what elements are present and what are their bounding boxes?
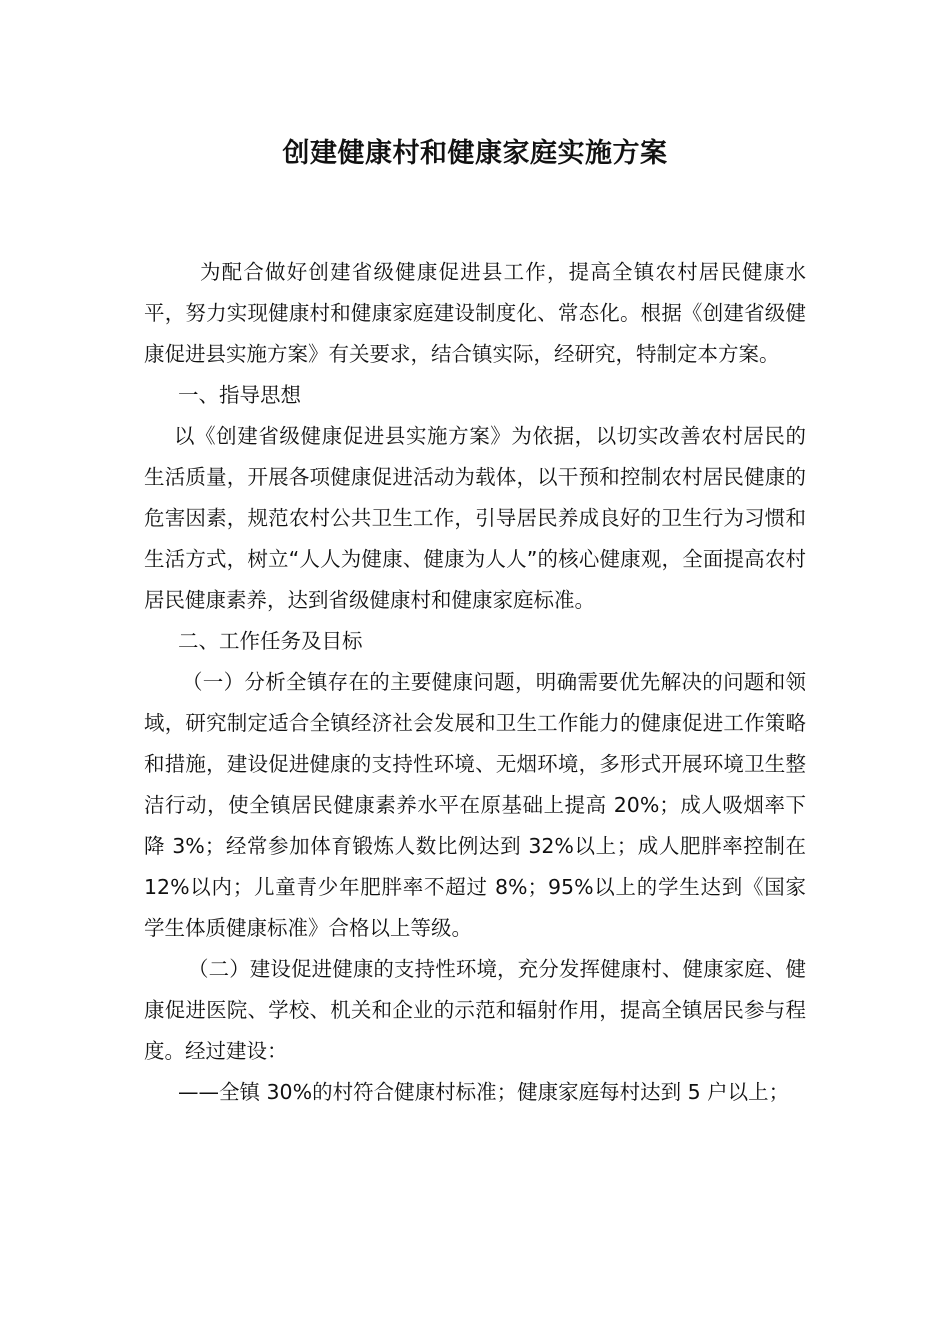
heading-tasks-and-goals: 二、工作任务及目标 xyxy=(178,629,363,653)
document-body xyxy=(144,252,806,1113)
paragraph-target-list: ——全镇 30%的村符合健康村标准；健康家庭每村达到 5 户以上； xyxy=(178,1080,790,1104)
heading-guiding-ideology: 一、指导思想 xyxy=(178,383,301,407)
paragraph-intro: 为配合做好创建省级健康促进县工作，提高全镇农村居民健康水平，努力实现健康村和健康家庭建设制度化、常态化。根据《创建省级健康促进县实施方案》有关要求，结合镇实际，经研究，特制定本方案。 xyxy=(144,260,806,366)
paragraph-guiding-ideology: 以《创建省级健康促进县实施方案》为依据，以切实改善农村居民的生活质量，开展各项健康促进活动为载体，以干预和控制农村居民健康的危害因素，规范农村公共卫生工作，引导居民养成良好的卫生行为习惯和生活方式，树立“人人为健康、健康为人人”的核心健康观，全面提高农村居民健康素养，达到省级健康村和健康家庭标准。 xyxy=(144,424,806,612)
paragraph-task-two: （二）建设促进健康的支持性环境，充分发挥健康村、健康家庭、健康促进医院、学校、机关和企业的示范和辐射作用，提高全镇居民参与程度。经过建设： xyxy=(144,957,806,1063)
paragraph-task-one: （一）分析全镇存在的主要健康问题，明确需要优先解决的问题和领域，研究制定适合全镇经济社会发展和卫生工作能力的健康促进工作策略和措施，建设促进健康的支持性环境、无烟环境，多形式开展环境卫生整洁行动，使全镇居民健康素养水平在原基础上提高 20%；成人吸烟率下降 3%；经常参加体育锻炼人数比例达到 32%以上；成人肥胖率控制在 12%以内；儿童青少年肥胖率不超过 8%；95%以上的学生达到《国家学生体质健康标准》合格以上等级。 xyxy=(144,670,806,940)
document-title: 创建健康村和健康家庭实施方案 xyxy=(282,138,668,169)
